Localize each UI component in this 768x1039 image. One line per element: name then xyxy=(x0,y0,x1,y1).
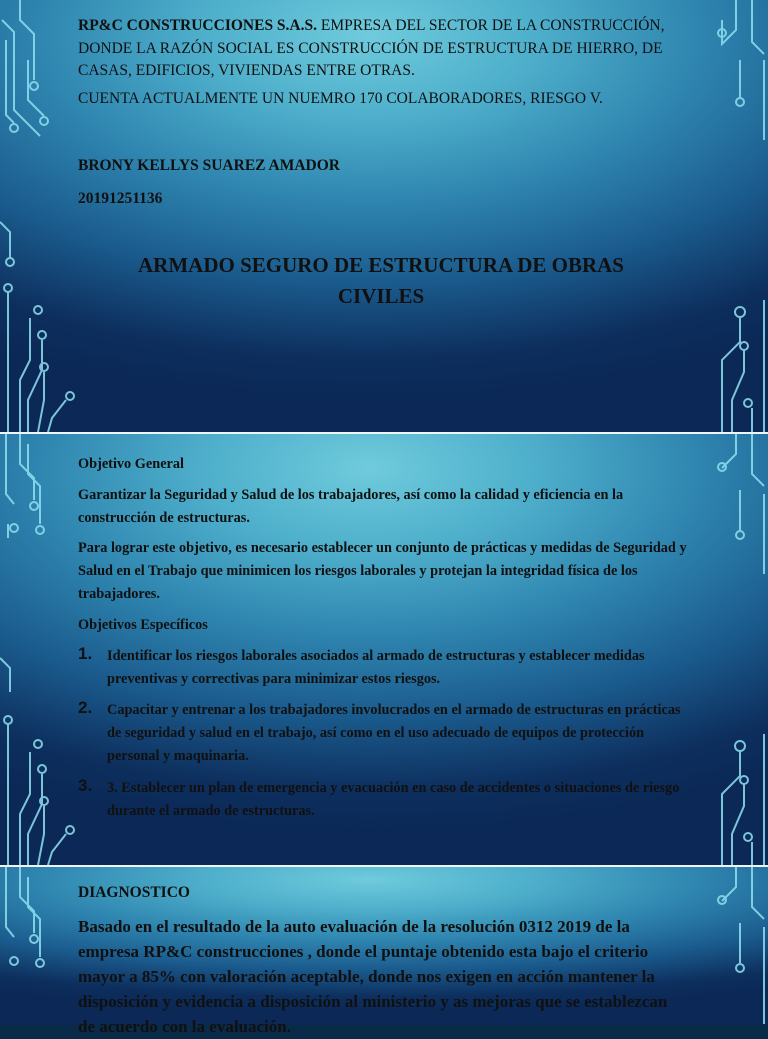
list-item-text: Identificar los riesgos laborales asociados al armado de estructuras y establecer medidas preventivas y correctivas para minimizar estos riesgos. xyxy=(107,648,645,687)
purpose-text: Para lograr este objetivo, es necesario establecer un conjunto de prácticas y medidas de Seguridad y Salud en el Trabajo que minimicen los riesgos laborales y protejan la integridad física de los trabajadores. xyxy=(78,540,687,602)
list-item xyxy=(78,699,696,768)
list-number: 2. xyxy=(78,698,93,717)
specific-objectives-list xyxy=(78,645,696,823)
heading-general-objective: Objetivo General xyxy=(78,456,185,472)
list-item xyxy=(78,777,696,823)
slide-objectives xyxy=(0,434,768,865)
objectives-content xyxy=(78,453,696,823)
title-line-1: ARMADO SEGURO DE ESTRUCTURA DE OBRAS xyxy=(138,253,624,277)
page-title xyxy=(90,250,672,312)
diagnosis-content xyxy=(78,881,678,1039)
author-name: BRONY KELLYS SUAREZ AMADOR xyxy=(78,157,340,174)
company-description-block xyxy=(78,15,678,110)
heading-diagnosis: DIAGNOSTICO xyxy=(78,884,190,901)
company-description xyxy=(78,15,678,83)
slide-cover xyxy=(0,0,768,432)
heading-specific-objectives: Objetivos Específicos xyxy=(78,617,208,633)
author-id: 20191251136 xyxy=(78,189,163,207)
list-number: 1. xyxy=(78,644,93,663)
list-number: 3. xyxy=(78,776,93,795)
author-block xyxy=(78,155,340,210)
list-item-text: 3. Establecer un plan de emergencia y evacuación en caso de accidentes o situaciones de riesgo durante el armado de estructuras. xyxy=(107,780,680,819)
company-description-text: EMPRESA DEL SECTOR DE LA CONSTRUCCIÓN, DONDE LA RAZÓN SOCIAL ES CONSTRUCCIÓN DE ESTRUCTURA DE HIERRO, DE CASAS, EDIFICIOS, VIVIENDAS ENTRE OTRAS. xyxy=(78,17,665,79)
slide-diagnosis xyxy=(0,867,768,1036)
diagnosis-text: Basado en el resultado de la auto evaluación de la resolución 0312 2019 de la empresa RP&C construcciones , donde el puntaje obtenido esta bajo el criterio mayor a 85% con valoración aceptable, donde nos exigen en acción mantener la disposición y evidencia a disposición al ministerio y as mejoras que se establezcan de acuerdo con la evaluación. xyxy=(78,917,668,1036)
general-objective-text: Garantizar la Seguridad y Salud de los trabajadores, así como la calidad y eficiencia en la construcción de estructuras. xyxy=(78,487,624,526)
title-line-2: CIVILES xyxy=(337,284,425,308)
staff-line: CUENTA ACTUALMENTE UN NUEMRO 170 COLABORADORES, RIESGO V. xyxy=(78,89,603,107)
list-item-text: Capacitar y entrenar a los trabajadores involucrados en el armado de estructuras en prácticas de seguridad y salud en el trabajo, así como en el uso adecuado de equipos de protección personal y maquinaria. xyxy=(107,702,681,764)
company-name: RP&C CONSTRUCCIONES S.A.S. xyxy=(78,17,317,34)
list-item xyxy=(78,645,696,691)
